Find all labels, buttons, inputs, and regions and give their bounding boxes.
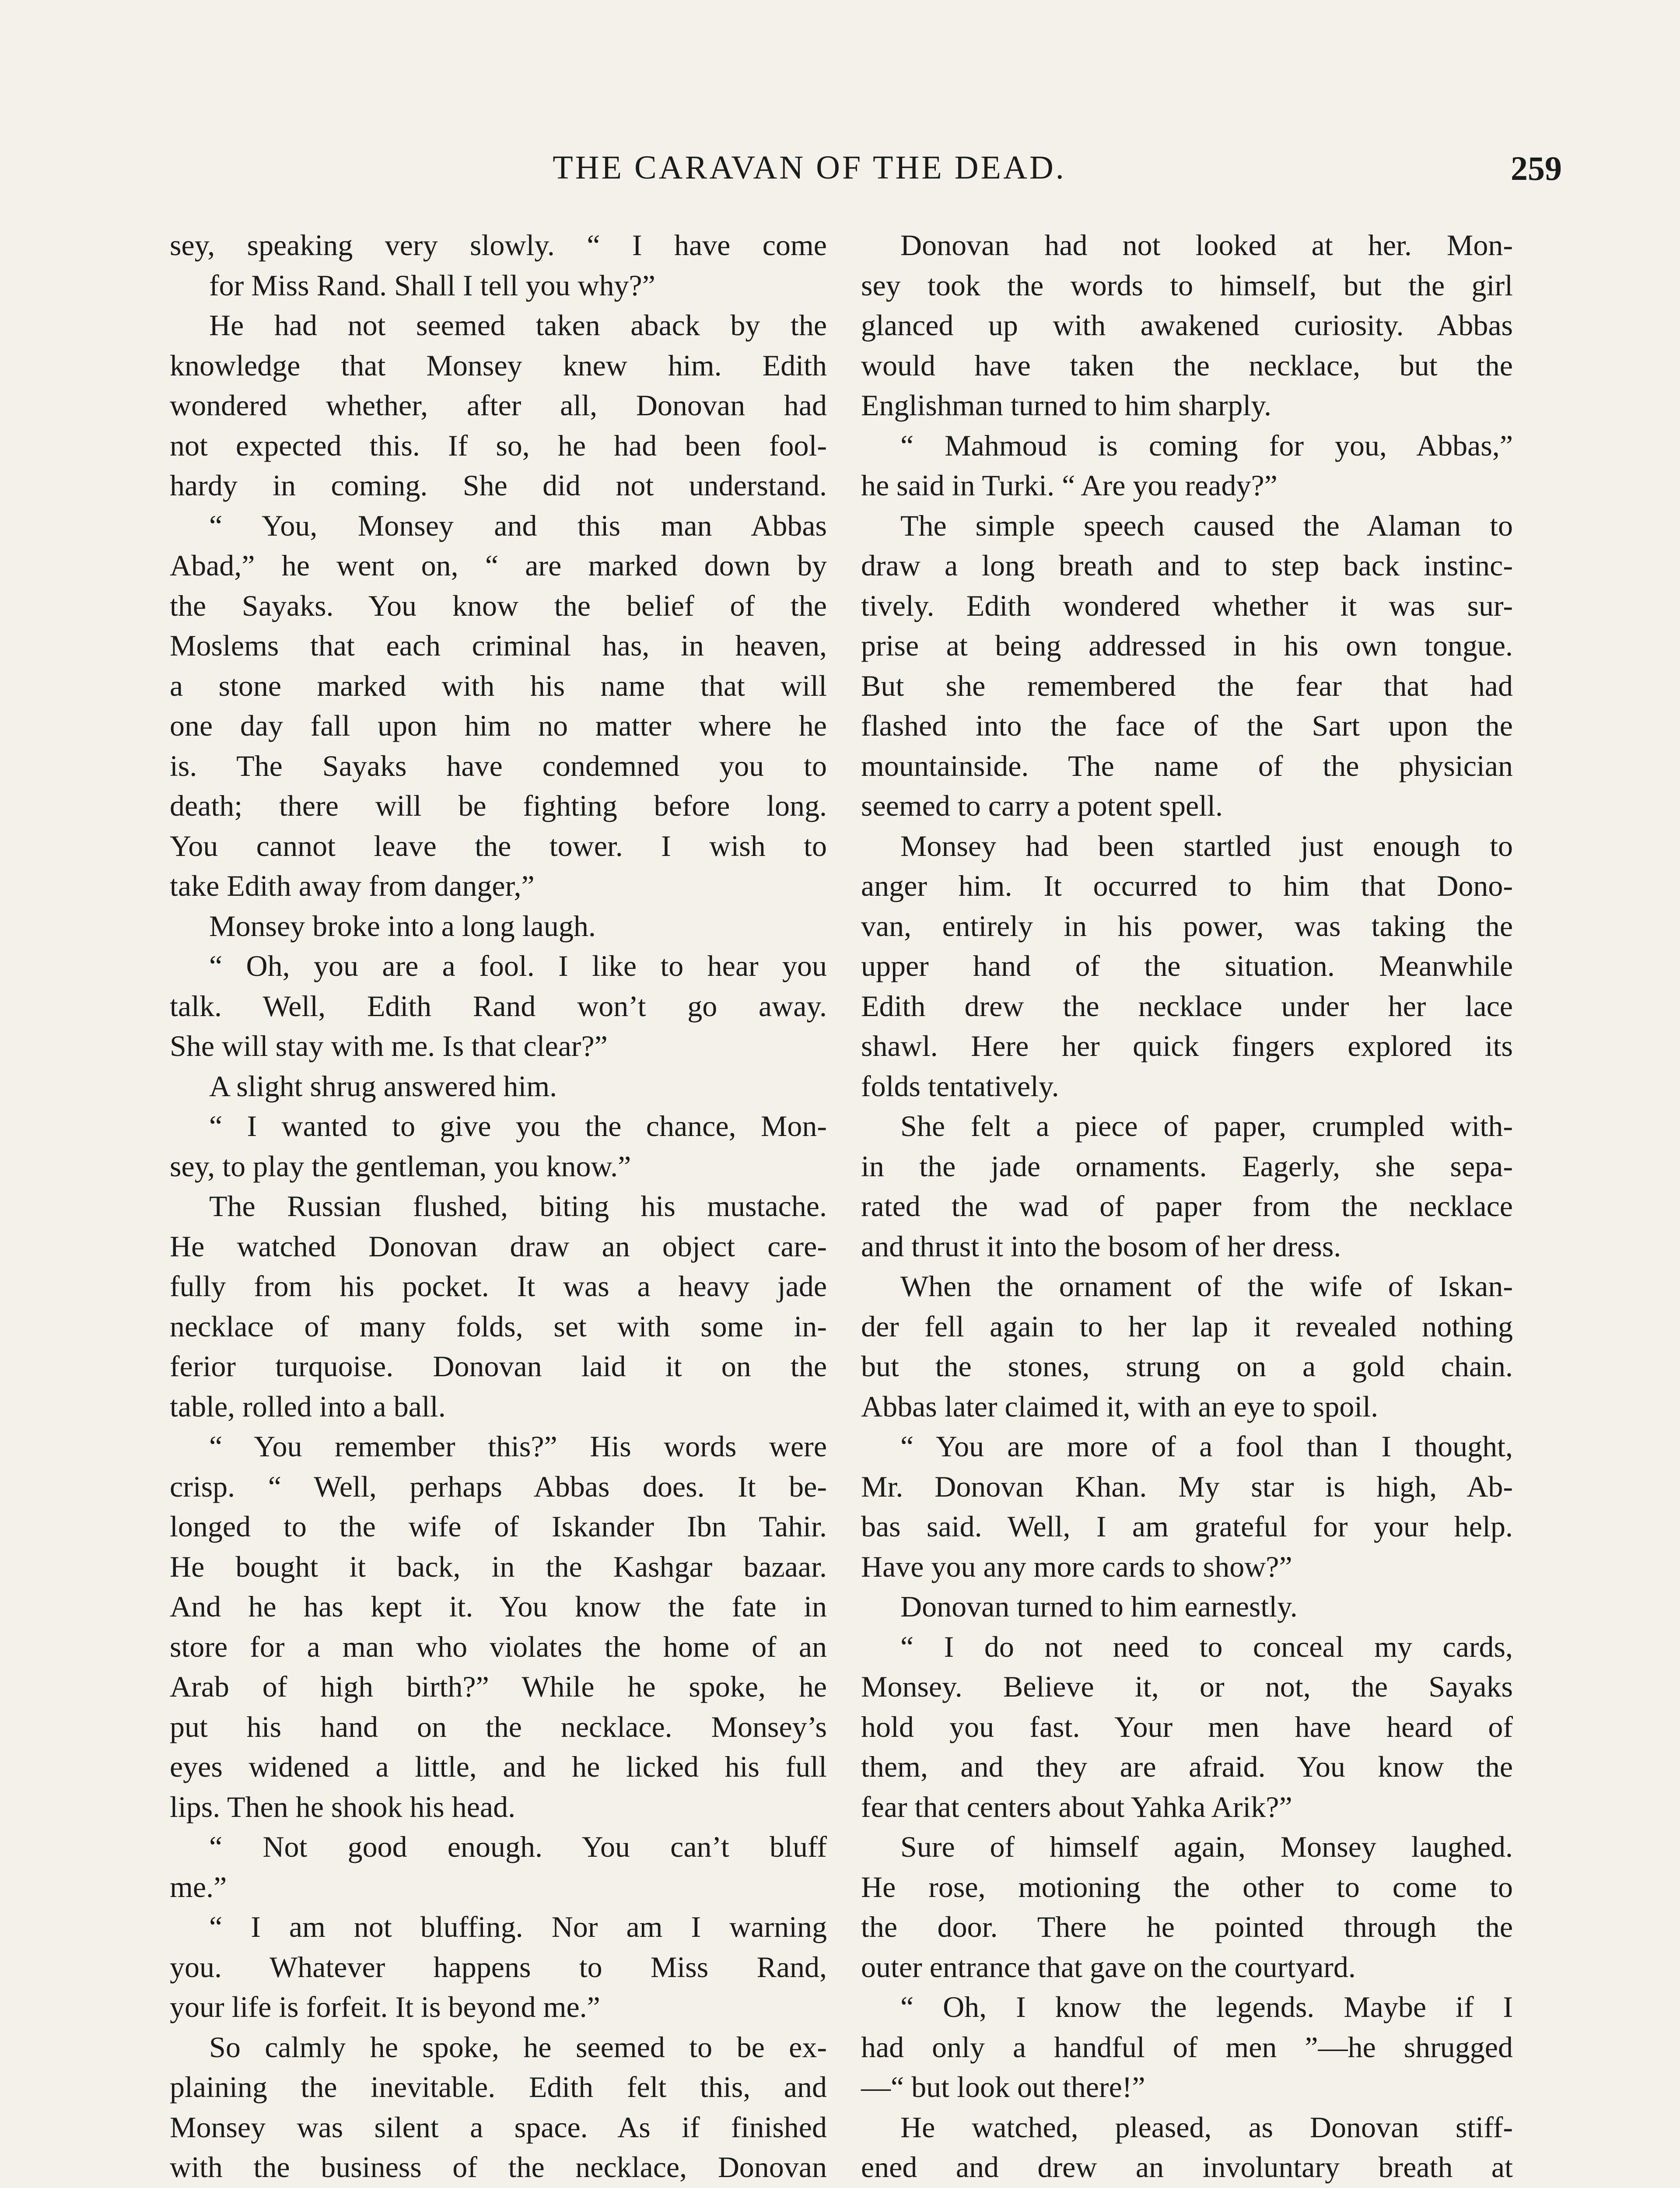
text-line: eyes widened a little, and he licked his full bbox=[170, 1750, 827, 1783]
text-line: longed to the wife of Iskander Ibn Tahir. bbox=[170, 1510, 827, 1543]
text-line: Abad,” he went on, “ are marked down by bbox=[170, 549, 827, 582]
left-column bbox=[170, 225, 827, 2188]
text-line: with the business of the necklace, Donovan bbox=[170, 2150, 827, 2184]
text-line: She will stay with me. Is that clear?” bbox=[170, 1029, 608, 1062]
text-line: sey, to play the gentleman, you know.” bbox=[170, 1149, 631, 1183]
text-line: You cannot leave the tower. I wish to bbox=[170, 829, 827, 863]
text-line: “ Not good enough. You can’t bluff bbox=[209, 1830, 827, 1863]
text-line: me.” bbox=[170, 1870, 227, 1904]
text-line: Edith drew the necklace under her lace bbox=[861, 989, 1513, 1023]
text-line: mountainside. The name of the physician bbox=[861, 749, 1513, 782]
text-line: “ You, Monsey and this man Abbas bbox=[209, 508, 827, 542]
text-line: draw a long breath and to step back instinc- bbox=[861, 549, 1513, 582]
text-line: necklace of many folds, set with some in- bbox=[170, 1309, 827, 1343]
text-line: Monsey. Believe it, or not, the Sayaks bbox=[861, 1670, 1513, 1703]
text-line: “ I wanted to give you the chance, Mon- bbox=[209, 1109, 827, 1143]
text-line: When the ornament of the wife of Iskan- bbox=[900, 1269, 1513, 1303]
text-line: upper hand of the situation. Meanwhile bbox=[861, 949, 1513, 982]
text-line: Mr. Donovan Khan. My star is high, Ab- bbox=[861, 1469, 1513, 1503]
text-line: fully from his pocket. It was a heavy jade bbox=[170, 1269, 827, 1303]
text-line: folds tentatively. bbox=[861, 1069, 1059, 1103]
text-line: “ You are more of a fool than I thought, bbox=[900, 1430, 1513, 1463]
text-line: plaining the inevitable. Edith felt this, and bbox=[170, 2070, 827, 2104]
text-line: you. Whatever happens to Miss Rand, bbox=[170, 1950, 827, 1984]
text-line: had only a handful of men ”—he shrugged bbox=[861, 2030, 1513, 2064]
text-line: Donovan had not looked at her. Mon- bbox=[900, 228, 1513, 262]
text-line: take Edith away from danger,” bbox=[170, 869, 535, 902]
text-line: “ Mahmoud is coming for you, Abbas,” bbox=[900, 428, 1513, 462]
text-line: tively. Edith wondered whether it was sur- bbox=[861, 589, 1513, 622]
text-line: And he has kept it. You know the fate in bbox=[170, 1590, 827, 1623]
text-line: sey took the words to himself, but the girl bbox=[861, 268, 1513, 302]
text-line: he said in Turki. “ Are you ready?” bbox=[861, 469, 1278, 502]
text-line: one day fall upon him no matter where he bbox=[170, 709, 827, 742]
text-line: not expected this. If so, he had been fool- bbox=[170, 428, 827, 462]
text-line: lips. Then he shook his head. bbox=[170, 1790, 516, 1823]
page-title: THE CARAVAN OF THE DEAD. bbox=[553, 149, 1066, 186]
text-line: Donovan turned to him earnestly. bbox=[900, 1590, 1298, 1623]
text-line: store for a man who violates the home of an bbox=[170, 1630, 827, 1663]
text-line: Have you any more cards to show?” bbox=[861, 1550, 1292, 1583]
text-line: So calmly he spoke, he seemed to be ex- bbox=[209, 2030, 827, 2064]
text-line: Arab of high birth?” While he spoke, he bbox=[170, 1670, 827, 1703]
text-line: crisp. “ Well, perhaps Abbas does. It be- bbox=[170, 1469, 827, 1503]
text-line: ened and drew an involuntary breath at bbox=[861, 2150, 1513, 2184]
text-line: prise at being addressed in his own tongue. bbox=[861, 629, 1513, 662]
text-line: them, and they are afraid. You know the bbox=[861, 1750, 1513, 1783]
text-line: “ I am not bluffing. Nor am I warning bbox=[209, 1910, 827, 1943]
text-line: shawl. Here her quick fingers explored its bbox=[861, 1029, 1513, 1062]
text-line: Monsey was silent a space. As if finished bbox=[170, 2110, 827, 2144]
text-line: He watched, pleased, as Donovan stiff- bbox=[900, 2110, 1513, 2144]
text-line: Sure of himself again, Monsey laughed. bbox=[900, 1830, 1513, 1863]
text-line: for Miss Rand. Shall I tell you why?” bbox=[209, 268, 655, 302]
text-line: anger him. It occurred to him that Dono- bbox=[861, 869, 1513, 902]
text-line: Moslems that each criminal has, in heaven, bbox=[170, 629, 827, 662]
text-line: the Sayaks. You know the belief of the bbox=[170, 589, 827, 622]
text-line: put his hand on the necklace. Monsey’s bbox=[170, 1710, 827, 1743]
page-number: 259 bbox=[1511, 149, 1562, 187]
text-line: in the jade ornaments. Eagerly, she sepa- bbox=[861, 1149, 1513, 1183]
text-line: A slight shrug answered him. bbox=[209, 1069, 557, 1103]
text-line: fear that centers about Yahka Arik?” bbox=[861, 1790, 1292, 1823]
text-line: seemed to carry a potent spell. bbox=[861, 789, 1223, 822]
text-line: is. The Sayaks have condemned you to bbox=[170, 749, 827, 782]
text-line: glanced up with awakened curiosity. Abbas bbox=[861, 309, 1513, 342]
text-line: your life is forfeit. It is beyond me.” bbox=[170, 1990, 600, 2023]
text-line: She felt a piece of paper, crumpled with- bbox=[900, 1109, 1513, 1143]
text-line: sey, speaking very slowly. “ I have come bbox=[170, 228, 827, 262]
text-line: rated the wad of paper from the necklace bbox=[861, 1189, 1513, 1223]
text-line: Englishman turned to him sharply. bbox=[861, 389, 1272, 422]
text-line: “ You remember this?” His words were bbox=[209, 1430, 827, 1463]
text-line: table, rolled into a ball. bbox=[170, 1389, 446, 1423]
text-line: He watched Donovan draw an object care- bbox=[170, 1229, 827, 1263]
text-line: talk. Well, Edith Rand won’t go away. bbox=[170, 989, 827, 1023]
text-line: the door. There he pointed through the bbox=[861, 1910, 1513, 1943]
text-line: “ I do not need to conceal my cards, bbox=[900, 1630, 1513, 1663]
text-line: hardy in coming. She did not understand. bbox=[170, 469, 827, 502]
text-line: Monsey had been startled just enough to bbox=[900, 829, 1513, 863]
text-line: hold you fast. Your men have heard of bbox=[861, 1710, 1513, 1743]
text-line: “ Oh, you are a fool. I like to hear you bbox=[209, 949, 827, 982]
text-line: He bought it back, in the Kashgar bazaar. bbox=[170, 1550, 827, 1583]
text-line: death; there will be fighting before long. bbox=[170, 789, 827, 822]
text-line: flashed into the face of the Sart upon the bbox=[861, 709, 1513, 742]
text-line: ferior turquoise. Donovan laid it on the bbox=[170, 1350, 827, 1383]
text-line: wondered whether, after all, Donovan had bbox=[170, 389, 827, 422]
text-line: “ Oh, I know the legends. Maybe if I bbox=[900, 1990, 1513, 2023]
text-line: der fell again to her lap it revealed nothing bbox=[861, 1309, 1513, 1343]
text-line: van, entirely in his power, was taking the bbox=[861, 909, 1513, 943]
text-line: —“ but look out there!” bbox=[861, 2070, 1145, 2104]
text-line: a stone marked with his name that will bbox=[170, 669, 827, 702]
text-line: He had not seemed taken aback by the bbox=[209, 309, 827, 342]
text-line: outer entrance that gave on the courtyard. bbox=[861, 1950, 1356, 1984]
text-line: knowledge that Monsey knew him. Edith bbox=[170, 348, 827, 382]
text-line: and thrust it into the bosom of her dress. bbox=[861, 1229, 1341, 1263]
text-line: but the stones, strung on a gold chain. bbox=[861, 1350, 1513, 1383]
text-line: would have taken the necklace, but the bbox=[861, 348, 1513, 382]
text-line: The Russian flushed, biting his mustache. bbox=[209, 1189, 827, 1223]
text-line: bas said. Well, I am grateful for your help. bbox=[861, 1510, 1513, 1543]
text-line: The simple speech caused the Alaman to bbox=[900, 508, 1513, 542]
text-line: But she remembered the fear that had bbox=[861, 669, 1513, 702]
text-line: Abbas later claimed it, with an eye to spoil. bbox=[861, 1389, 1379, 1423]
text-line: He rose, motioning the other to come to bbox=[861, 1870, 1513, 1904]
right-column bbox=[861, 225, 1513, 2188]
text-line: Monsey broke into a long laugh. bbox=[209, 909, 596, 943]
